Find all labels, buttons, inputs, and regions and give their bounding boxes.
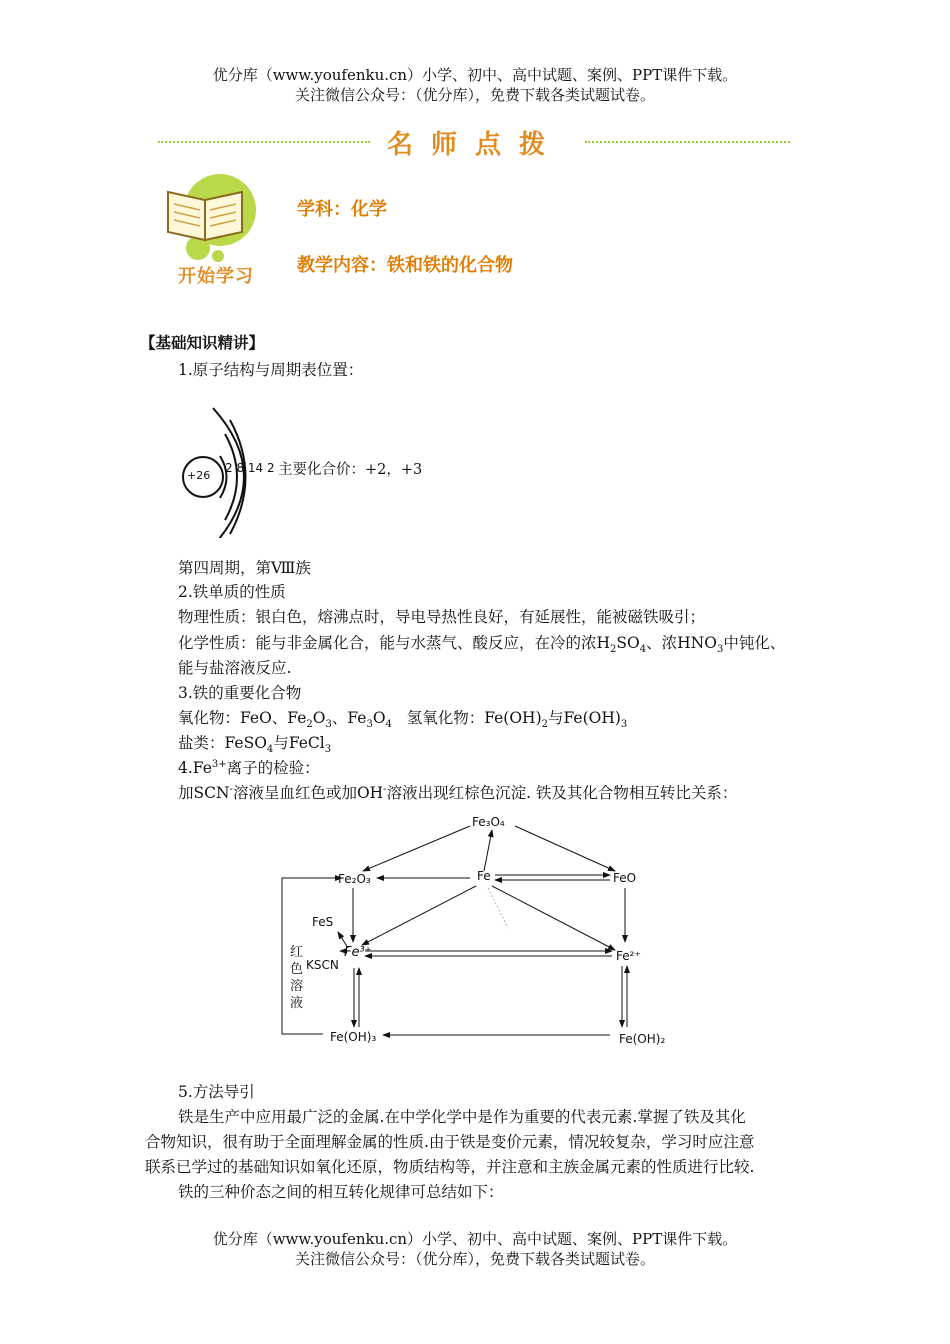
physical-properties: 物理性质：银白色，熔沸点时，导电导热性良好，有延展性，能被磁铁吸引； [178, 608, 706, 626]
fe3plus-label: Fe³⁺ [344, 945, 372, 960]
kscn-label: KSCN [306, 958, 339, 972]
banner-divider-right [585, 141, 790, 143]
fes-label: FeS [312, 915, 334, 929]
footer-line-1: 优分库（www.youfenku.cn）小学、初中、高中试题、案例、PPT课件下载。 [212, 1230, 738, 1248]
item-2-heading: 2.铁单质的性质 [178, 583, 286, 601]
feoh3-label: Fe(OH)₃ [330, 1030, 377, 1044]
arrow-fe-to-fe2plus [492, 886, 615, 950]
header-line-2: 关注微信公众号：（优分库），免费下载各类试题试卷。 [294, 86, 655, 104]
fe-label: Fe [477, 869, 491, 883]
valence-states: 主要化合价：+2，+3 [278, 462, 423, 478]
feoh2-label: Fe(OH)₂ [619, 1032, 666, 1046]
method-paragraph-line-4: 铁的三种价态之间的相互转化规律可总结如下： [178, 1183, 504, 1201]
banner-title: 名师点拨 [386, 130, 563, 160]
iron-conversion-diagram [270, 808, 700, 1053]
atom-structure-diagram [175, 398, 275, 538]
subject-label: 学科：化学 [297, 199, 387, 220]
fe2plus-label: Fe²⁺ [616, 949, 641, 963]
footer-line-2: 关注微信公众号：（优分库），免费下载各类试题试卷。 [294, 1250, 655, 1268]
start-learning-badge: 开始学习 [178, 266, 254, 287]
chemical-properties-line-1: 化学性质：能与非金属化合，能与水蒸气、酸反应，在冷的浓$H_2SO_4$、浓$HNO_3$中钝化、 [178, 634, 786, 656]
electron-shells: 2 8 14 2 [225, 461, 275, 475]
period-group: 第四周期，第Ⅷ族 [178, 559, 311, 577]
salts: 盐类：FeSO$_4$与FeCl$_3$ [178, 734, 332, 756]
method-paragraph-line-1: 铁是生产中应用最广泛的金属.在中学化学中是作为重要的代表元素.掌握了铁及其化 [178, 1108, 746, 1126]
oxides-hydroxides: 氧化物：FeO、$Fe_2O_3$、$Fe_3O_4$ 氢氧化物：$Fe(OH)_2$与$Fe(OH)_3$ [178, 709, 628, 731]
red-solution-label: 红色溶液 [290, 945, 304, 1011]
nucleus-charge: +26 [187, 469, 211, 482]
banner-divider-left [158, 141, 370, 143]
fe2o3-label: Fe₂O₃ [338, 872, 371, 886]
method-paragraph-line-3: 联系已学过的基础知识如氧化还原，物质结构等，并注意和主族金属元素的性质进行比较. [145, 1158, 755, 1176]
arrow-fe3o4-to-feo [515, 826, 615, 871]
teaching-content-label: 教学内容：铁和铁的化合物 [297, 255, 513, 276]
section-title: 【基础知识精讲】 [140, 334, 265, 352]
fe3o4-label: Fe₃O₄ [472, 815, 505, 829]
arrow-fe-to-fe3plus [362, 886, 476, 945]
item-4-heading: $4.Fe^{3+}$离子的检验： [178, 758, 320, 777]
method-paragraph-line-2: 合物知识，很有助于全面理解金属的性质.由于铁是变价元素，情况较复杂，学习时应注意 [145, 1133, 755, 1151]
item-5-heading: 5.方法导引 [178, 1083, 255, 1101]
arrow-fe-to-fe3o4 [484, 830, 492, 871]
item-1-heading: 1.原子结构与周期表位置： [178, 361, 364, 379]
arrow-fe3o4-to-fe2o3 [363, 826, 470, 871]
chemical-properties-line-2: 能与盐溶液反应. [178, 659, 292, 677]
feo-label: FeO [613, 871, 637, 885]
ion-test-description: 加SCN-溶液呈血红色或加OH-溶液出现红棕色沉淀. 铁及其化合物相互转比关系： [178, 783, 738, 802]
item-3-heading: 3.铁的重要化合物 [178, 684, 302, 702]
header-line-1: 优分库（www.youfenku.cn）小学、初中、高中试题、案例、PPT课件下载。 [212, 66, 738, 84]
